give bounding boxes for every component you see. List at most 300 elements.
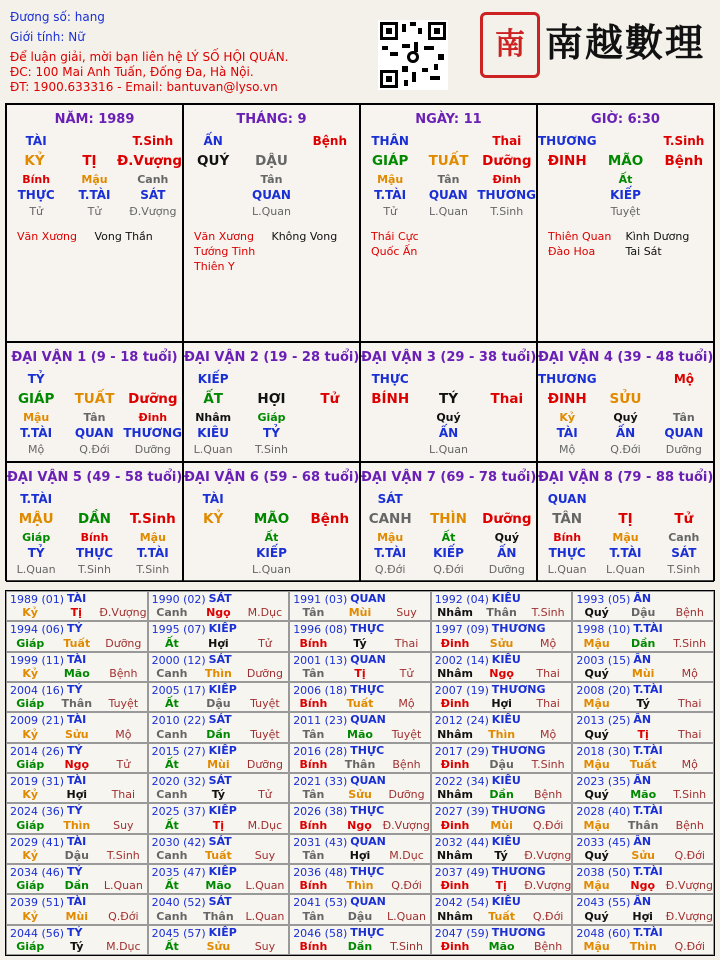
year-state: Suy — [254, 849, 276, 862]
year-god: TÀI — [67, 592, 87, 605]
hidden-stem: Tân — [437, 173, 460, 186]
year-branch: Sửu — [348, 788, 372, 802]
year-row — [7, 879, 147, 892]
hidden-stem: Mậu — [23, 411, 50, 424]
stem-branch: TUẤT — [428, 153, 469, 169]
year-stem: Đinh — [440, 879, 470, 893]
year-cell — [289, 834, 431, 864]
owner-name: Đương số: hang — [10, 10, 105, 24]
year-cell — [289, 712, 431, 742]
year-row — [149, 637, 289, 650]
year-stem: Mậu — [583, 879, 610, 893]
hidden-stem: Quý — [613, 411, 638, 424]
dai-van-4 — [537, 342, 714, 462]
year-label: 2035 (47) — [151, 866, 206, 879]
ten-god: THƯƠNG — [538, 134, 597, 148]
year-cell — [431, 894, 573, 924]
year-branch: Mùi — [207, 758, 230, 771]
star-name: Thiên Quan — [548, 230, 612, 243]
year-cell — [431, 773, 573, 803]
hidden-state: L.Quan — [16, 563, 56, 576]
year-cell — [572, 864, 714, 894]
hidden-state-row — [361, 562, 536, 577]
year-label: 1998 (10) — [576, 623, 631, 637]
year-row — [290, 667, 430, 680]
year-cell — [572, 591, 714, 621]
year-state: Mộ — [115, 727, 132, 741]
brand-logo: 南越數理 — [545, 20, 706, 65]
dai-van-title: ĐẠI VẬN 8 (79 - 88 tuổi) — [538, 470, 714, 485]
year-row — [573, 940, 713, 953]
year-stem: Giáp — [16, 879, 45, 893]
hidden-stem: Quý — [436, 411, 461, 424]
dai-van-3 — [360, 342, 537, 462]
year-label: 2016 (28) — [293, 744, 348, 758]
year-stem: Giáp — [16, 818, 45, 832]
year-branch: Thìn — [63, 818, 91, 832]
year-cell — [6, 621, 148, 651]
year-row — [7, 849, 147, 862]
year-stem: Kỷ — [22, 727, 39, 741]
year-label: 2024 (36) — [10, 805, 65, 819]
year-god: ẤN — [633, 713, 652, 727]
year-state: Thai — [536, 667, 560, 680]
hidden-stem-row — [184, 410, 359, 425]
hidden-state-row — [361, 442, 536, 457]
year-cell — [148, 894, 290, 924]
year-god: TÀI — [67, 774, 87, 787]
year-row — [290, 910, 430, 923]
ten-god: TÀI — [25, 134, 47, 148]
year-row — [573, 910, 713, 923]
year-stem: Quý — [584, 788, 609, 802]
year-stem: Canh — [156, 909, 188, 923]
hidden-stem: Canh — [137, 173, 169, 186]
year-god: KIẾP — [208, 683, 237, 696]
stem-branch: MẬU — [18, 511, 54, 527]
ten-god-row — [184, 491, 359, 508]
year-stem: Mậu — [583, 818, 610, 832]
year-stem: Nhâm — [437, 667, 474, 680]
year-god: SÁT — [208, 774, 232, 787]
year-stem: Đinh — [440, 636, 470, 650]
hidden-state: Đ.Vượng — [129, 205, 177, 218]
hidden-stem: Ất — [441, 531, 456, 544]
hidden-god-row — [538, 187, 713, 204]
year-branch: Dần — [489, 788, 514, 802]
hidden-god: THƯƠNG — [477, 188, 536, 202]
ten-god — [124, 371, 182, 388]
gender: Giới tính: Nữ — [10, 30, 85, 44]
year-cell — [431, 591, 573, 621]
year-row — [432, 728, 572, 741]
hidden-state-row — [7, 442, 182, 457]
year-state: M.Dục — [247, 818, 283, 832]
star-name: Văn Xương — [194, 230, 254, 243]
hidden-state: L.Quan — [606, 563, 645, 576]
year-state: Tử — [258, 636, 272, 650]
hidden-god: KIẾP — [256, 546, 287, 560]
stem-branch: Dưỡng — [482, 511, 532, 527]
year-row — [290, 788, 430, 801]
stem-branch: THÌN — [430, 511, 467, 527]
year-state: Suy — [396, 606, 417, 620]
star-name: Thái Cực — [371, 230, 419, 243]
stem-branch: Thai — [490, 391, 524, 407]
year-god: T.TÀI — [633, 683, 663, 696]
hidden-god: T.TÀI — [78, 188, 111, 202]
year-stem: Quý — [584, 849, 609, 862]
qr-code-icon[interactable] — [378, 20, 448, 90]
year-branch: Tý — [494, 849, 508, 862]
annual-luck-grid — [5, 590, 715, 956]
hidden-state: Mộ — [28, 443, 45, 456]
year-cell — [148, 652, 290, 682]
year-god: ẤN — [633, 774, 652, 787]
year-state: T.Sinh — [106, 849, 140, 862]
hidden-state: T.Sinh — [78, 563, 111, 576]
stem-branch: TÝ — [439, 391, 458, 407]
hidden-state-row — [538, 442, 713, 457]
year-state: Đ.Vượng — [524, 849, 572, 862]
hidden-god: TÀI — [556, 426, 578, 440]
ten-god-row — [361, 133, 536, 150]
year-state: Tuyệt — [250, 727, 280, 741]
year-god: KIÊU — [491, 652, 521, 666]
year-cell — [148, 621, 290, 651]
stem-branch: MÃO — [607, 153, 644, 169]
year-stem: Mậu — [583, 697, 610, 711]
year-god: T.TÀI — [633, 865, 663, 878]
year-stem: Canh — [156, 788, 188, 802]
year-god: TỶ — [67, 804, 83, 818]
year-label: 1999 (11) — [10, 653, 65, 667]
year-branch: Thân — [203, 909, 234, 923]
hidden-state-row — [184, 562, 359, 577]
year-label: 2002 (14) — [434, 653, 489, 667]
year-state: Tuyệt — [108, 697, 139, 711]
year-state: Đ.Vượng — [524, 879, 572, 893]
pillar-title: GIỜ: 6:30 — [591, 112, 660, 127]
year-label: 2042 (54) — [434, 896, 489, 910]
hidden-stem: Tân — [83, 411, 106, 424]
hidden-state: Q.Đới — [374, 563, 406, 576]
year-branch: Hợi — [208, 636, 229, 650]
hidden-god: THỰC — [75, 546, 114, 560]
hidden-stem: Mậu — [81, 173, 108, 186]
year-stem: Kỷ — [22, 606, 38, 620]
year-god: T.TÀI — [633, 804, 663, 818]
year-cell — [6, 894, 148, 924]
year-row — [149, 758, 289, 771]
year-row — [149, 728, 289, 741]
year-label: 2003 (15) — [576, 653, 631, 667]
hidden-state: T.Sinh — [667, 563, 701, 576]
year-stem: Canh — [156, 667, 188, 680]
year-god: KIẾP — [208, 804, 237, 818]
hidden-stem: Ất — [618, 173, 633, 186]
hidden-state: L.Quan — [252, 563, 291, 576]
year-state: M.Dục — [389, 849, 424, 862]
year-stem: Bính — [299, 697, 328, 711]
hidden-state-row — [184, 204, 359, 219]
year-branch: Ngọ — [64, 758, 90, 771]
ten-god-row — [7, 371, 182, 388]
hidden-state: Dưỡng — [665, 443, 702, 456]
year-branch: Thân — [61, 697, 93, 711]
year-label: 2001 (13) — [293, 653, 348, 667]
ten-god — [242, 133, 300, 150]
hidden-god-row — [361, 187, 536, 204]
year-stem: Bính — [299, 818, 328, 832]
hidden-stem: Canh — [668, 531, 700, 544]
stem-branch: Tử — [320, 391, 340, 407]
hidden-state-row — [184, 442, 359, 457]
hidden-stem: Kỷ — [559, 411, 576, 424]
year-row — [7, 819, 147, 832]
dai-van-title: ĐẠI VẬN 2 (19 - 28 tuổi) — [184, 350, 360, 365]
year-row — [432, 788, 572, 801]
hidden-state: Q.Đới — [433, 563, 464, 576]
stem-branch: ẤT — [203, 391, 223, 407]
stem-branch: GIÁP — [17, 391, 55, 407]
ten-god — [301, 371, 359, 388]
year-row — [7, 697, 147, 710]
hidden-state-row — [538, 562, 713, 577]
year-cell — [572, 773, 714, 803]
hidden-stem-row — [7, 172, 182, 187]
year-god: THƯƠNG — [491, 865, 546, 878]
year-cell — [148, 864, 290, 894]
year-label: 2032 (44) — [434, 835, 489, 849]
stem-branch: SỬU — [609, 391, 642, 407]
year-label: 2045 (57) — [151, 926, 206, 940]
year-label: 2033 (45) — [576, 835, 631, 849]
year-cell — [289, 773, 431, 803]
year-branch: Dần — [206, 727, 231, 741]
year-state: Q.Đới — [532, 909, 564, 923]
year-cell — [289, 652, 431, 682]
year-god: TỶ — [67, 743, 83, 757]
year-god: QUAN — [350, 834, 386, 848]
year-branch: Tý — [636, 697, 650, 711]
year-label: 2007 (19) — [434, 684, 489, 697]
hidden-state: Tử — [29, 205, 44, 218]
hidden-stem: Bính — [22, 173, 51, 186]
pillar-title: NGÀY: 11 — [415, 112, 482, 127]
year-label: 2021 (33) — [293, 775, 348, 788]
year-state: T.Sinh — [531, 606, 565, 620]
year-cell — [431, 712, 573, 742]
year-row — [7, 606, 147, 619]
hidden-state: Tử — [87, 205, 102, 218]
year-cell — [289, 621, 431, 651]
year-row — [573, 788, 713, 801]
year-branch: Dậu — [64, 849, 89, 862]
year-stem: Nhâm — [437, 727, 474, 741]
year-state: Bệnh — [533, 940, 563, 953]
pillar-3 — [360, 104, 537, 342]
hidden-god: T.TÀI — [20, 426, 53, 440]
hidden-state — [538, 204, 596, 219]
phone-email-line[interactable]: ĐT: 1900.633316 - Email: bantuvan@lyso.vn — [10, 80, 278, 94]
year-god: ẤN — [633, 895, 652, 909]
year-god: TÀI — [67, 834, 87, 848]
year-state: Đ.Vượng — [665, 879, 713, 893]
year-state: M.Dục — [106, 940, 141, 953]
year-god: SÁT — [208, 834, 232, 848]
ten-god-row — [184, 133, 359, 150]
star-name: Quốc Ấn — [371, 245, 418, 258]
year-branch: Mão — [347, 727, 373, 741]
year-label: 2020 (32) — [151, 775, 206, 788]
stem-branch: BÍNH — [371, 391, 410, 407]
year-god: QUAN — [350, 652, 386, 666]
stem-branch: TỊ — [618, 511, 633, 527]
year-stem: Quý — [584, 727, 609, 741]
ten-god: KIẾP — [197, 372, 229, 386]
hidden-state — [184, 562, 242, 577]
ten-god — [419, 371, 477, 388]
hidden-stem-row — [184, 172, 359, 187]
hidden-stem: Mậu — [612, 531, 639, 544]
year-god: KIÊU — [491, 895, 521, 909]
year-stem: Kỷ — [22, 788, 39, 802]
ten-god: SÁT — [377, 492, 403, 506]
ten-god-row — [184, 371, 359, 388]
year-stem: Mậu — [583, 758, 610, 771]
ten-god-row — [7, 133, 182, 150]
dai-van-title: ĐẠI VẬN 3 (29 - 38 tuổi) — [361, 350, 537, 365]
hidden-stem-row — [538, 530, 713, 545]
stem-branch-row — [538, 508, 713, 530]
year-stem: Quý — [584, 606, 609, 620]
hidden-stem: Quý — [494, 531, 519, 544]
hidden-state: T.Sinh — [255, 443, 288, 456]
year-branch: Hợi — [349, 849, 371, 862]
year-branch: Ngọ — [630, 879, 656, 893]
year-cell — [431, 864, 573, 894]
year-label: 2019 (31) — [10, 775, 65, 788]
year-row — [7, 788, 147, 801]
year-cell — [148, 834, 290, 864]
chart-grid — [5, 103, 715, 581]
year-branch: Thân — [344, 758, 376, 771]
ten-god — [65, 371, 123, 388]
hidden-stem — [301, 172, 359, 187]
year-row — [432, 606, 572, 619]
year-row — [573, 758, 713, 771]
year-label: 2037 (49) — [434, 866, 489, 879]
hidden-stem: Bính — [553, 531, 582, 544]
hidden-state-row — [361, 204, 536, 219]
address-line: ĐC: 100 Mai Anh Tuấn, Đống Đa, Hà Nội. — [10, 65, 254, 79]
year-label: 2034 (46) — [10, 866, 65, 879]
year-god: THƯƠNG — [491, 804, 546, 818]
year-branch: Dần — [64, 879, 89, 893]
year-cell — [6, 652, 148, 682]
year-label: 1996 (08) — [293, 623, 348, 637]
stem-branch-row — [538, 150, 713, 172]
hidden-god — [184, 187, 242, 204]
year-row — [432, 637, 572, 650]
stem-branch — [301, 150, 359, 172]
hidden-stem — [184, 530, 242, 545]
year-state: Q.Đới — [674, 940, 705, 953]
year-god: KIÊU — [491, 774, 521, 787]
year-branch: Tuất — [629, 758, 657, 771]
year-branch: Tị — [70, 606, 82, 620]
year-row — [149, 910, 289, 923]
dai-van-title: ĐẠI VẬN 5 (49 - 58 tuổi) — [7, 470, 183, 485]
hidden-stem: Ất — [264, 531, 279, 544]
ten-god — [596, 491, 654, 508]
dai-van-title: ĐẠI VẬN 1 (9 - 18 tuổi) — [11, 350, 178, 365]
year-row — [573, 606, 713, 619]
stem-branch: MÃO — [253, 511, 290, 527]
hidden-stem: Mậu — [377, 531, 404, 544]
year-stem: Nhâm — [437, 909, 474, 923]
year-label: 2029 (41) — [10, 835, 65, 849]
hidden-state: Tử — [383, 205, 398, 218]
year-state: Bệnh — [533, 788, 563, 802]
hidden-stem: Đinh — [492, 173, 522, 186]
dai-van-5 — [6, 462, 183, 582]
ten-god: Mộ — [673, 372, 694, 386]
year-stem: Ất — [164, 879, 179, 893]
stem-branch-row — [7, 508, 182, 530]
stem-branch: DẦN — [78, 511, 111, 527]
year-god: THƯƠNG — [491, 925, 546, 939]
hidden-stem: Tân — [260, 173, 283, 186]
year-god: T.TÀI — [633, 925, 663, 939]
star-name — [449, 244, 527, 259]
ten-god — [597, 371, 655, 388]
ten-god: T.Sinh — [663, 134, 705, 148]
ten-god: THƯƠNG — [538, 372, 597, 386]
ten-god: THỰC — [371, 372, 409, 386]
year-label: 1997 (09) — [434, 623, 489, 637]
year-row — [432, 879, 572, 892]
year-stem: Ất — [164, 818, 179, 832]
year-stem: Bính — [299, 940, 328, 953]
year-state: Bệnh — [109, 667, 138, 680]
year-cell — [431, 652, 573, 682]
ten-god-row — [538, 491, 713, 508]
hidden-state — [301, 204, 359, 219]
year-cell — [289, 682, 431, 712]
stem-branch-row — [184, 508, 359, 530]
year-row — [290, 606, 430, 619]
year-label: 2014 (26) — [10, 744, 65, 758]
year-label: 2036 (48) — [293, 866, 348, 879]
hidden-god-row — [184, 187, 359, 204]
year-label: 2028 (40) — [576, 805, 631, 819]
hidden-god-row — [538, 425, 713, 442]
year-branch: Thìn — [488, 727, 516, 741]
hidden-god: T.TÀI — [374, 188, 407, 202]
hidden-state: L.Quan — [429, 205, 468, 218]
year-label: 2004 (16) — [10, 684, 65, 697]
year-branch: Thân — [486, 606, 517, 620]
year-row — [149, 788, 289, 801]
year-god: THỰC — [350, 743, 385, 757]
pillar-2 — [183, 104, 360, 342]
year-stem: Đinh — [440, 697, 470, 711]
year-branch: Dậu — [489, 758, 514, 771]
year-stem: Canh — [156, 727, 188, 741]
hidden-stem-row — [184, 530, 359, 545]
